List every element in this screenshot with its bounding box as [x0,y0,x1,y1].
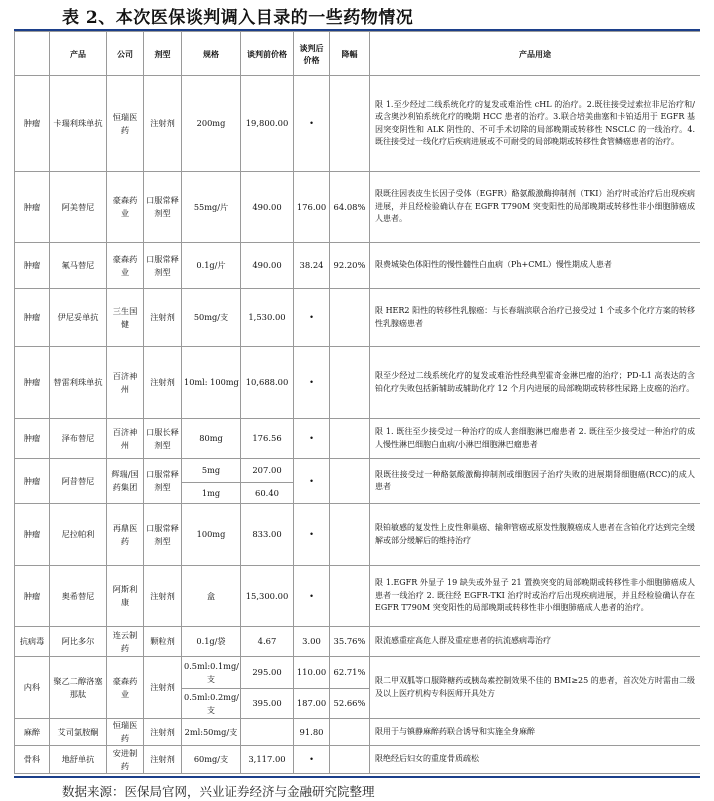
cell-price-before [241,719,294,746]
cell-price-before: 207.00 [241,459,294,483]
cell-spec: 5mg [182,459,241,483]
cell-price-before: 3,117.00 [241,746,294,774]
table-row [15,347,701,419]
cell-company: 恒瑞医药 [107,76,144,172]
header-drop: 降幅 [330,32,370,76]
header-price-after: 谈判后价格 [294,32,330,76]
cell-spec: 100mg [182,504,241,566]
cell-price-after: 91.80 [294,719,330,746]
cell-price-after: • [294,419,330,459]
cell-price-before: 19,800.00 [241,76,294,172]
data-source-note: 数据来源：医保局官网，兴业证券经济与金融研究院整理 [62,784,375,799]
header-form: 剂型 [144,32,182,76]
cell-spec: 0.5ml:0.2mg/支 [182,689,241,719]
cell-category: 肿瘤 [15,172,50,243]
cell-spec: 60mg/支 [182,746,241,774]
cell-form: 注射剂 [144,76,182,172]
table-row [15,419,701,459]
cell-form: 注射剂 [144,719,182,746]
cell-drop [330,347,370,419]
cell-category: 骨科 [15,746,50,774]
header-price-before: 谈判前价格 [241,32,294,76]
cell-drop [330,419,370,459]
cell-drop: 92.20% [330,243,370,289]
header-product: 产品 [50,32,107,76]
table-row [15,657,701,689]
cell-use: 限既往因表皮生长因子受体（EGFR）酪氨酸激酶抑制剂（TKI）治疗时或治疗后出现疾病进展，并且经检验确认存在 EGFR T790M 突变阳性的局部晚期或转移性非小细胞肺癌成人患者。 [370,172,701,243]
cell-spec: 10ml: 100mg [182,347,241,419]
cell-price-after: • [294,76,330,172]
cell-product: 氟马替尼 [50,243,107,289]
cell-category: 内科 [15,657,50,719]
drug-table [14,31,700,774]
cell-form: 颗粒剂 [144,627,182,657]
cell-drop [330,719,370,746]
cell-drop [330,504,370,566]
cell-drop: 35.76% [330,627,370,657]
cell-company: 再鼎医药 [107,504,144,566]
cell-price-after: 187.00 [294,689,330,719]
table-row [15,719,701,746]
cell-price-before: 395.00 [241,689,294,719]
table-row [15,746,701,774]
cell-price-after: 3.00 [294,627,330,657]
cell-use: 限 1.EGFR 外显子 19 缺失或外显子 21 置换突变的局部晚期或转移性非小细胞肺癌成人患者一线治疗 2. 既往经 EGFR-TKI 治疗时或治疗后出现疾病进展，并且经检验确认存在 EGFR T790M 突变阳性的局部晚期或转移性非小细胞肺癌成人患者的治疗。 [370,566,701,627]
table-row [15,289,701,347]
cell-form: 注射剂 [144,347,182,419]
cell-company: 三生国健 [107,289,144,347]
cell-drop [330,459,370,504]
cell-category: 肿瘤 [15,419,50,459]
cell-price-before: 490.00 [241,243,294,289]
cell-company: 安进制药 [107,746,144,774]
table-row [15,566,701,627]
cell-product: 地舒单抗 [50,746,107,774]
cell-drop [330,76,370,172]
cell-price-after: • [294,347,330,419]
cell-use: 限既往接受过一种酪氨酸激酶抑制剂或细胞因子治疗失败的进展期肾细胞癌(RCC)的成人患者 [370,459,701,504]
cell-price-after: 176.00 [294,172,330,243]
cell-price-after: • [294,504,330,566]
cell-company: 豪森药业 [107,172,144,243]
cell-company: 连云制药 [107,627,144,657]
drug-table-wrapper [14,29,700,778]
cell-drop: 64.08% [330,172,370,243]
cell-company: 豪森药业 [107,243,144,289]
cell-price-before: 176.56 [241,419,294,459]
cell-use: 限二甲双胍等口服降糖药或胰岛素控制效果不佳的 BMI≥25 的患者，首次处方时需由二级及以上医疗机构专科医师开具处方 [370,657,701,719]
cell-price-after: 38.24 [294,243,330,289]
cell-drop [330,289,370,347]
cell-product: 阿比多尔 [50,627,107,657]
header-row [15,32,701,76]
cell-spec: 1mg [182,483,241,504]
cell-product: 尼拉帕利 [50,504,107,566]
header-use: 产品用途 [370,32,701,76]
cell-category: 肿瘤 [15,459,50,504]
cell-company: 辉瑞/国药集团 [107,459,144,504]
cell-use: 限绝经后妇女的重度骨质疏松 [370,746,701,774]
cell-price-before: 15,300.00 [241,566,294,627]
cell-use: 限用于与镇静麻醉药联合诱导和实施全身麻醉 [370,719,701,746]
cell-spec: 50mg/支 [182,289,241,347]
cell-drop: 62.71% [330,657,370,689]
cell-category: 肿瘤 [15,504,50,566]
cell-price-after: • [294,459,330,504]
cell-spec: 80mg [182,419,241,459]
cell-form: 注射剂 [144,657,182,719]
cell-price-before: 295.00 [241,657,294,689]
cell-product: 泽布替尼 [50,419,107,459]
cell-form: 口服常释剂型 [144,172,182,243]
cell-form: 口服常释剂型 [144,459,182,504]
table-row [15,76,701,172]
cell-spec: 0.5ml:0.1mg/支 [182,657,241,689]
cell-use: 限 1.至少经过二线系统化疗的复发或难治性 cHL 的治疗。2.既往接受过索拉非尼治疗和/或含奥沙利铂系统化疗的晚期 HCC 患者的治疗。3.联合培美曲塞和卡铂适用于 EGFR 基因突变阴性和 ALK 阴性的、不可手术切除的局部晚期或转移性 NSCLC 的一线治疗。4.既往接受过一线化疗后疾病进展或不可耐受的局部晚期或转移性食管鳞癌患者的治疗。 [370,76,701,172]
cell-company: 百济神州 [107,419,144,459]
table-row [15,172,701,243]
cell-company: 百济神州 [107,347,144,419]
cell-product: 卡瑞利珠单抗 [50,76,107,172]
cell-price-after: • [294,289,330,347]
cell-price-before: 10,688.00 [241,347,294,419]
table-row [15,243,701,289]
cell-spec: 2ml:50mg/支 [182,719,241,746]
cell-use: 限 1. 既往至少接受过一种治疗的成人套细胞淋巴瘤患者 2. 既往至少接受过一种治疗的成人慢性淋巴细胞白血病/小淋巴细胞淋巴瘤患者 [370,419,701,459]
cell-spec: 55mg/片 [182,172,241,243]
cell-price-before: 4.67 [241,627,294,657]
cell-price-after: • [294,746,330,774]
cell-category: 肿瘤 [15,347,50,419]
cell-form: 口服长释剂型 [144,419,182,459]
cell-use: 限流感重症高危人群及重症患者的抗流感病毒治疗 [370,627,701,657]
cell-spec: 0.1g/袋 [182,627,241,657]
cell-category: 肿瘤 [15,289,50,347]
table-row [15,504,701,566]
header-company: 公司 [107,32,144,76]
cell-price-before: 60.40 [241,483,294,504]
cell-price-before: 833.00 [241,504,294,566]
cell-company: 恒瑞医药 [107,719,144,746]
table-row [15,459,701,483]
cell-use: 限至少经过二线系统化疗的复发或难治性经典型霍奇金淋巴瘤的治疗；PD-L1 高表达的含铂化疗失败包括新辅助或辅助化疗 12 个月内进展的局部晚期或转移性尿路上皮癌的治疗。 [370,347,701,419]
cell-price-before: 490.00 [241,172,294,243]
cell-spec: 盒 [182,566,241,627]
cell-product: 伊尼妥单抗 [50,289,107,347]
cell-drop [330,746,370,774]
cell-product: 阿昔替尼 [50,459,107,504]
cell-price-before: 1,530.00 [241,289,294,347]
cell-form: 口服常释剂型 [144,504,182,566]
cell-product: 聚乙二醇洛塞那肽 [50,657,107,719]
cell-form: 口服常释剂型 [144,243,182,289]
cell-company: 阿斯利康 [107,566,144,627]
cell-spec: 0.1g/片 [182,243,241,289]
cell-product: 替雷利珠单抗 [50,347,107,419]
cell-spec: 200mg [182,76,241,172]
cell-form: 注射剂 [144,746,182,774]
cell-price-after: 110.00 [294,657,330,689]
cell-category: 麻醉 [15,719,50,746]
cell-drop: 52.66% [330,689,370,719]
table-row [15,627,701,657]
cell-category: 肿瘤 [15,76,50,172]
cell-drop [330,566,370,627]
cell-form: 注射剂 [144,566,182,627]
cell-category: 肿瘤 [15,243,50,289]
cell-company: 豪森药业 [107,657,144,719]
table-title: 表 2、本次医保谈判调入目录的一些药物情况 [62,8,414,28]
cell-product: 艾司氯胺酮 [50,719,107,746]
cell-category: 抗病毒 [15,627,50,657]
cell-form: 注射剂 [144,289,182,347]
cell-price-after: • [294,566,330,627]
cell-use: 限铂敏感的复发性上皮性卵巢癌、输卵管癌或原发性腹膜癌成人患者在含铂化疗达到完全缓解或部分缓解后的维持治疗 [370,504,701,566]
cell-use: 限费城染色体阳性的慢性髓性白血病（Ph+CML）慢性期成人患者 [370,243,701,289]
cell-use: 限 HER2 阳性的转移性乳腺癌：与长春瑞滨联合治疗已接受过 1 个或多个化疗方案的转移性乳腺癌患者 [370,289,701,347]
header-category [15,32,50,76]
header-spec: 规格 [182,32,241,76]
cell-product: 阿美替尼 [50,172,107,243]
cell-category: 肿瘤 [15,566,50,627]
cell-product: 奥希替尼 [50,566,107,627]
